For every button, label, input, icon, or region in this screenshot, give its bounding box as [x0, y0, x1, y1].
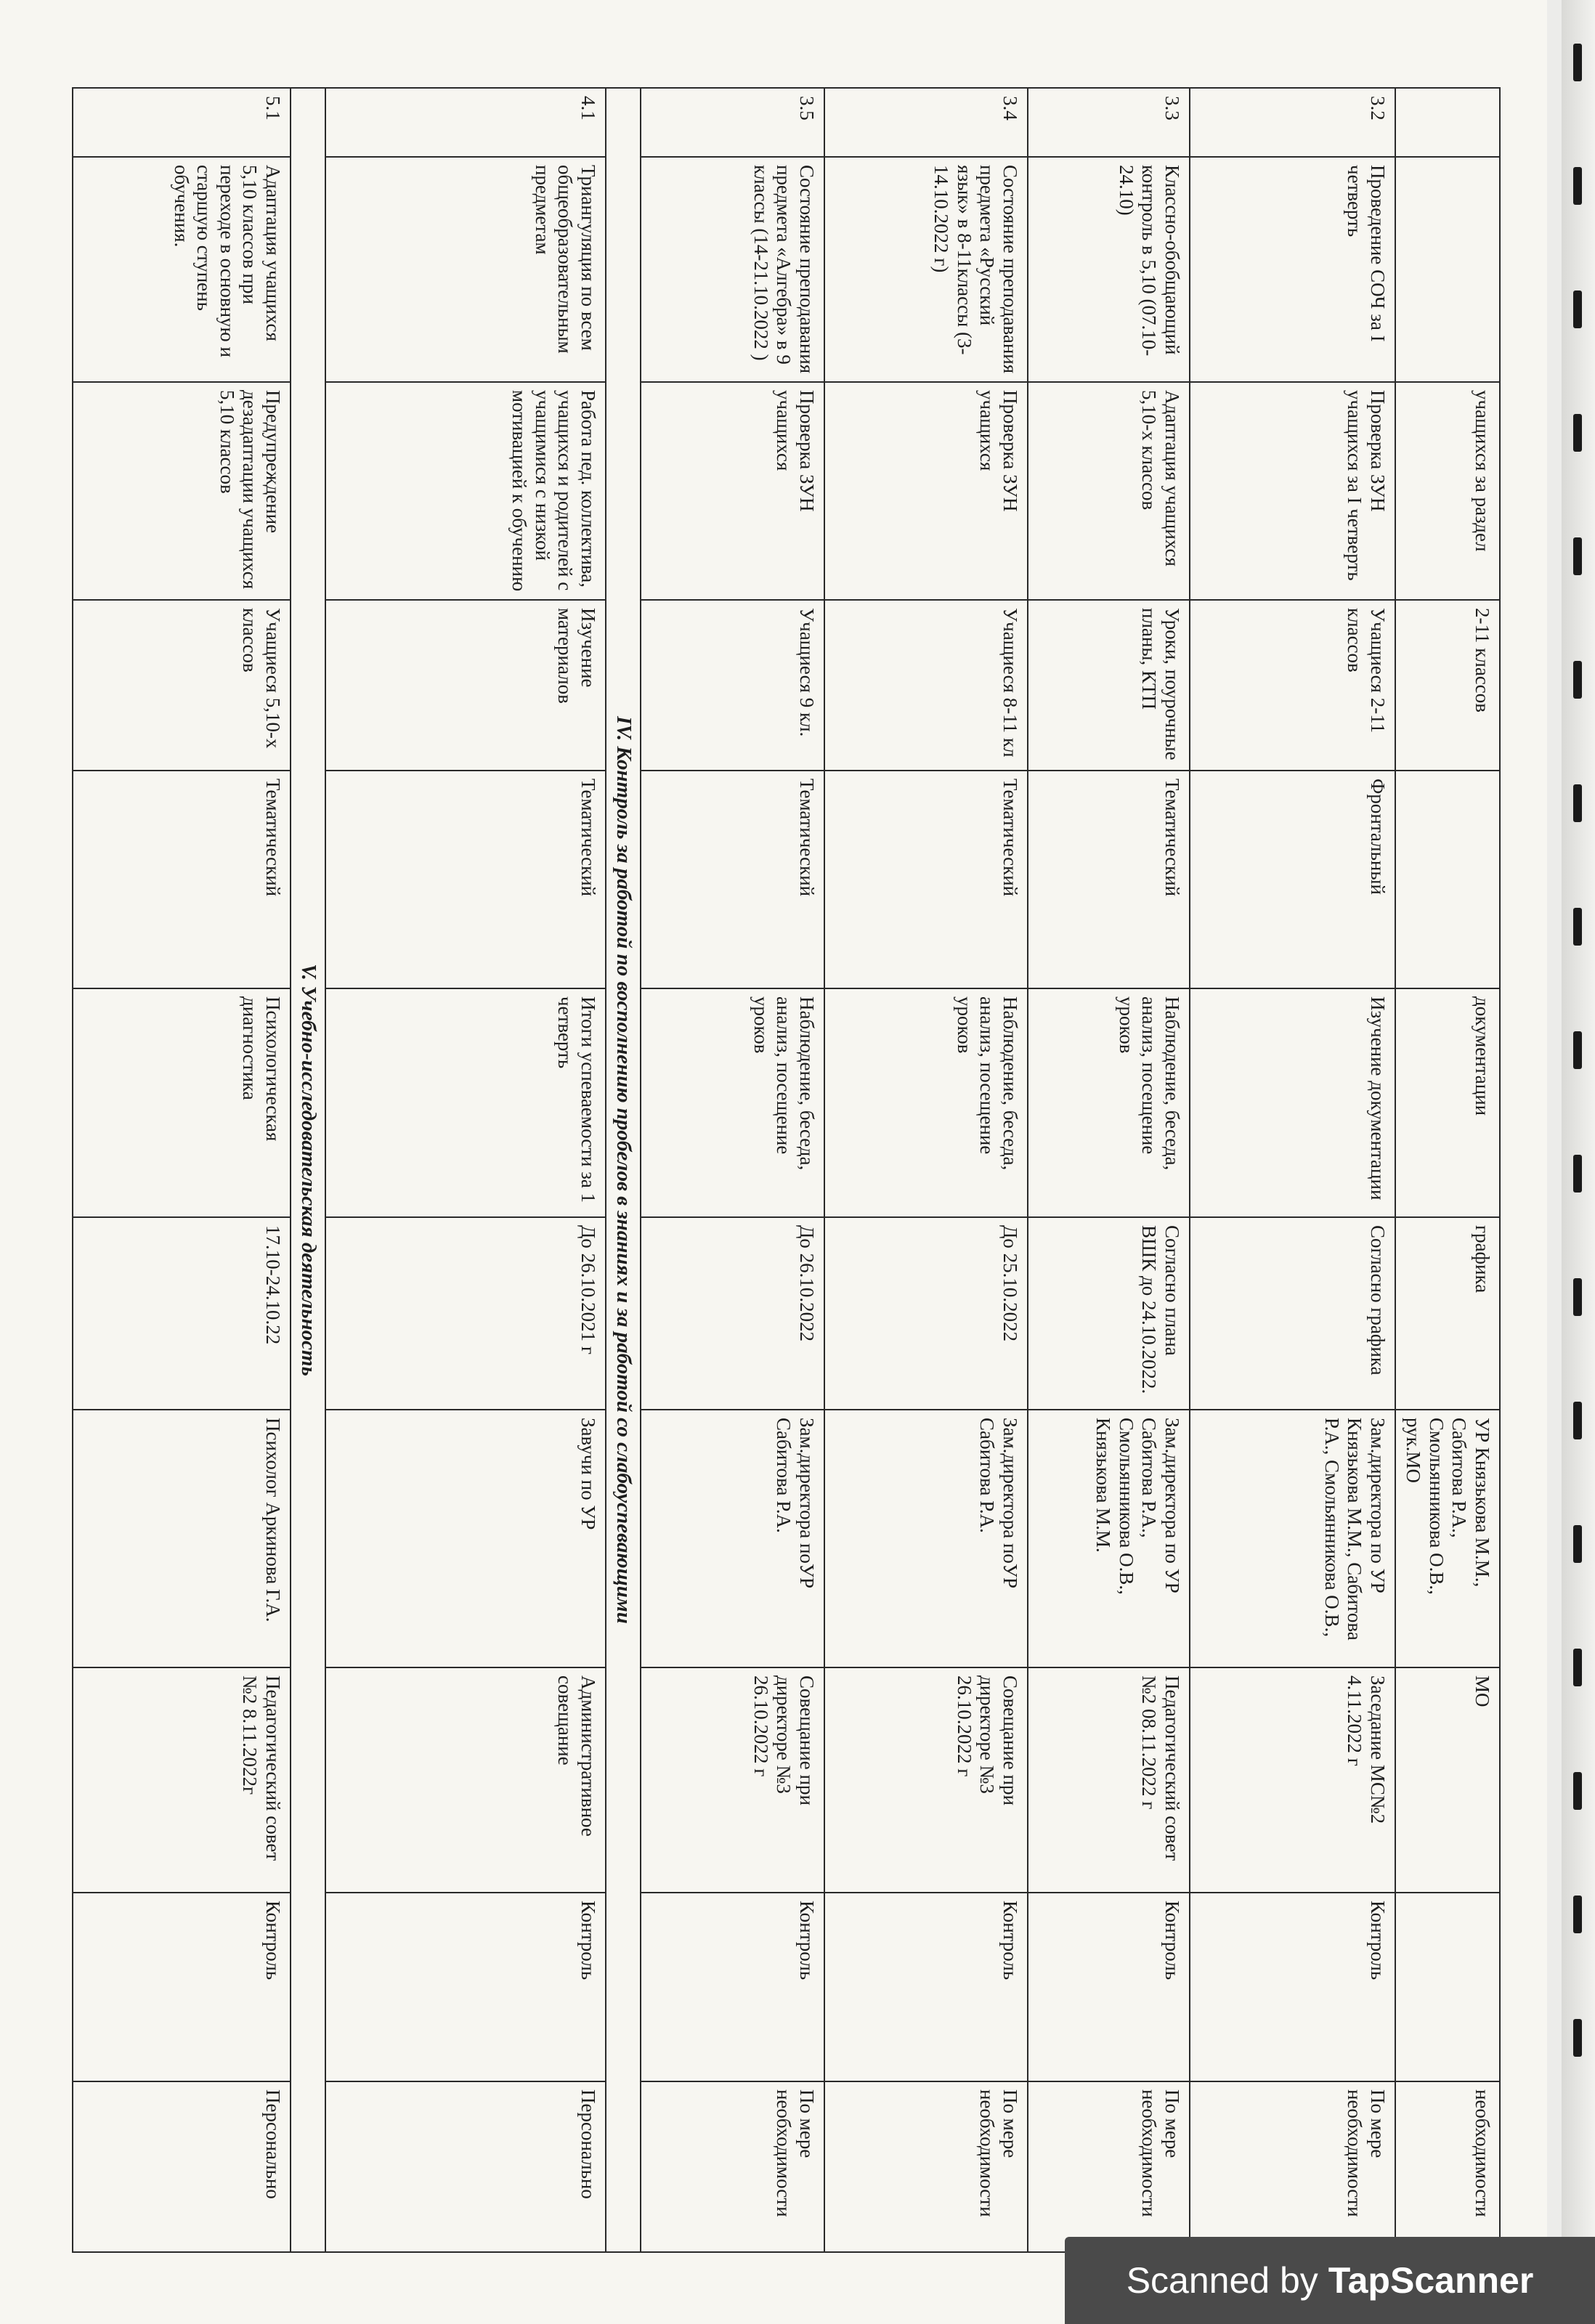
- binder-ring: [1573, 1649, 1582, 1686]
- table-row: [1190, 88, 1395, 2252]
- cell-num: 3.4: [824, 88, 1028, 157]
- cell-object: Учащиеся 9 кл.: [641, 600, 824, 771]
- cell-method: документации: [1395, 988, 1500, 1217]
- cell-decision: Контроль: [325, 1893, 606, 2081]
- cell-decision: Контроль: [824, 1893, 1028, 2081]
- cell-method: Наблюдение, беседа, анализ, посещение уроков: [641, 988, 824, 1217]
- cell-theme: Триангуляция по всем общеобразовательным предметам: [325, 157, 606, 382]
- cell-type: Фронтальный: [1190, 771, 1395, 988]
- cell-num: [1395, 88, 1500, 157]
- cell-result-place: Педагогический совет №2 08.11.2022 г: [1028, 1667, 1190, 1893]
- table-row: [325, 88, 606, 2252]
- cell-follow-up: По мере необходимости: [824, 2081, 1028, 2252]
- cell-deadline: До 26.10.2022: [641, 1217, 824, 1410]
- cell-goal: Проверка ЗУН учащихся: [641, 382, 824, 600]
- cell-type: Тематический: [325, 771, 606, 988]
- cell-result-place: Совещание при директоре №3 26.10.2022 г: [641, 1667, 824, 1893]
- scanner-watermark: [1065, 2237, 1595, 2324]
- cell-responsible: Зам.директора по УР Сабитова Р.А., Смольянникова О.В., Князькова М.М.: [1028, 1410, 1190, 1667]
- binder-ring: [1573, 290, 1582, 328]
- cell-num: 3.5: [641, 88, 824, 157]
- binder-ring: [1573, 537, 1582, 575]
- table-row: [1395, 88, 1500, 2252]
- section-header-row: [291, 88, 325, 2252]
- binder-ring: [1573, 661, 1582, 699]
- cell-goal: Предупреждение дезадаптации учащихся 5,10 классов: [73, 382, 291, 600]
- table-row: [1028, 88, 1190, 2252]
- cell-follow-up: необходимости: [1395, 2081, 1500, 2252]
- binder-ring: [1573, 2019, 1582, 2057]
- cell-deadline: графика: [1395, 1217, 1500, 1410]
- cell-goal: учащихся за раздел: [1395, 382, 1500, 600]
- table-row: [824, 88, 1028, 2252]
- cell-type: [1395, 771, 1500, 988]
- cell-responsible: Психолог Аркинова Г.А.: [73, 1410, 291, 1667]
- cell-object: 2-11 классов: [1395, 600, 1500, 771]
- binder-ring: [1573, 1155, 1582, 1193]
- cell-object: Учащиеся 2-11 классов: [1190, 600, 1395, 771]
- binder-ring: [1573, 167, 1582, 205]
- cell-result-place: Заседание МС№2 4.11.2022 г: [1190, 1667, 1395, 1893]
- cell-deadline: До 26.10.2021 г: [325, 1217, 606, 1410]
- cell-decision: Контроль: [641, 1893, 824, 2081]
- binder-ring: [1573, 1772, 1582, 1810]
- cell-result-place: Педагогический совет №2 8.11.2022г: [73, 1667, 291, 1893]
- cell-method: Наблюдение, беседа, анализ, посещение уроков: [1028, 988, 1190, 1217]
- cell-decision: Контроль: [1028, 1893, 1190, 2081]
- cell-num: 4.1: [325, 88, 606, 157]
- watermark-brand: TapScanner: [1328, 2260, 1534, 2301]
- cell-object: Уроки, поурочные планы, КТП: [1028, 600, 1190, 771]
- cell-result-place: Административное совещание: [325, 1667, 606, 1893]
- binder-ring: [1573, 1896, 1582, 1933]
- cell-theme: Состояние преподавания предмета «Русский язык» в 8-11классы (3-14.10.2022 г): [824, 157, 1028, 382]
- cell-follow-up: Персонально: [73, 2081, 291, 2252]
- control-plan-table: [72, 87, 1501, 2253]
- rotated-table-area: [142, 87, 1501, 2251]
- cell-decision: [1395, 1893, 1500, 2081]
- binder-ring: [1573, 1525, 1582, 1563]
- cell-follow-up: Персонально: [325, 2081, 606, 2252]
- cell-type: Тематический: [824, 771, 1028, 988]
- cell-object: Учащиеся 5,10-х классов: [73, 600, 291, 771]
- cell-result-place: МО: [1395, 1667, 1500, 1893]
- cell-goal: Проверка ЗУН учащихся: [824, 382, 1028, 600]
- cell-theme: [1395, 157, 1500, 382]
- cell-result-place: Совещание при директоре №3 26.10.2022 г: [824, 1667, 1028, 1893]
- binder-ring: [1573, 1031, 1582, 1069]
- cell-decision: Контроль: [1190, 1893, 1395, 2081]
- cell-object: Учащиеся 8-11 кл: [824, 600, 1028, 771]
- cell-type: Тематический: [73, 771, 291, 988]
- section-5-title: V. Учебно-исследовательская деятельность: [291, 88, 325, 2252]
- cell-theme: Проведение СОЧ за I четверть: [1190, 157, 1395, 382]
- section-4-title: IV. Контроль за работой по восполнению пробелов в знаниях и за работой со слабоуспевающими: [606, 88, 641, 2252]
- binder-ring: [1573, 44, 1582, 81]
- cell-deadline: Согласно графика: [1190, 1217, 1395, 1410]
- cell-num: 3.2: [1190, 88, 1395, 157]
- cell-follow-up: По мере необходимости: [1028, 2081, 1190, 2252]
- cell-method: Изучение документации: [1190, 988, 1395, 1217]
- cell-goal: Работа пед. коллектива, учащихся и родителей с учащимися с низкой мотивацией к обучению: [325, 382, 606, 600]
- cell-theme: Адаптация учащихся 5,10 классов при переходе в основную и старшую ступень обучения.: [73, 157, 291, 382]
- cell-follow-up: По мере необходимости: [641, 2081, 824, 2252]
- cell-num: 5.1: [73, 88, 291, 157]
- cell-type: Тематический: [641, 771, 824, 988]
- cell-type: Тематический: [1028, 771, 1190, 988]
- cell-deadline: Согласно плана ВШК до 24.10.2022.: [1028, 1217, 1190, 1410]
- cell-follow-up: По мере необходимости: [1190, 2081, 1395, 2252]
- binder-ring: [1573, 908, 1582, 946]
- cell-responsible: Зам.директора поУР Сабитова Р.А.: [824, 1410, 1028, 1667]
- binder-ring: [1573, 1402, 1582, 1439]
- cell-goal: Адаптация учащихся 5,10-х классов: [1028, 382, 1190, 600]
- cell-theme: Классно-обобщающий контроль в 5,10 (07.10-24.10): [1028, 157, 1190, 382]
- cell-method: Наблюдение, беседа, анализ, посещение уроков: [824, 988, 1028, 1217]
- cell-num: 3.3: [1028, 88, 1190, 157]
- cell-decision: Контроль: [73, 1893, 291, 2081]
- table-row: [641, 88, 824, 2252]
- binder-ring: [1573, 784, 1582, 822]
- cell-responsible: Завучи по УР: [325, 1410, 606, 1667]
- binder-ring: [1573, 1278, 1582, 1316]
- watermark-prefix: Scanned by: [1126, 2260, 1318, 2301]
- cell-method: Психологическая диагностика: [73, 988, 291, 1217]
- cell-responsible: Зам.директора поУР Сабитова Р.А.: [641, 1410, 824, 1667]
- table-row: [73, 88, 291, 2252]
- cell-goal: Проверка ЗУН учащихся за I четверть: [1190, 382, 1395, 600]
- cell-theme: Состояние преподавания предмета «Алгебра» в 9 классы (14-21.10.2022 ): [641, 157, 824, 382]
- cell-responsible: УР Князькова М.М., Сабитова Р.А., Смольянникова О.В., рук.МО: [1395, 1410, 1500, 1667]
- binder-ring: [1573, 414, 1582, 452]
- cell-method: Итоги успеваемости за 1 четверть: [325, 988, 606, 1217]
- cell-responsible: Зам.директора по УР Князькова М.М., Сабитова Р.А., Смольянникова О.В.,: [1190, 1410, 1395, 1667]
- cell-object: Изучение материалов: [325, 600, 606, 771]
- section-header-row: [606, 88, 641, 2252]
- cell-deadline: 17.10-24.10.22: [73, 1217, 291, 1410]
- cell-deadline: До 25.10.2022: [824, 1217, 1028, 1410]
